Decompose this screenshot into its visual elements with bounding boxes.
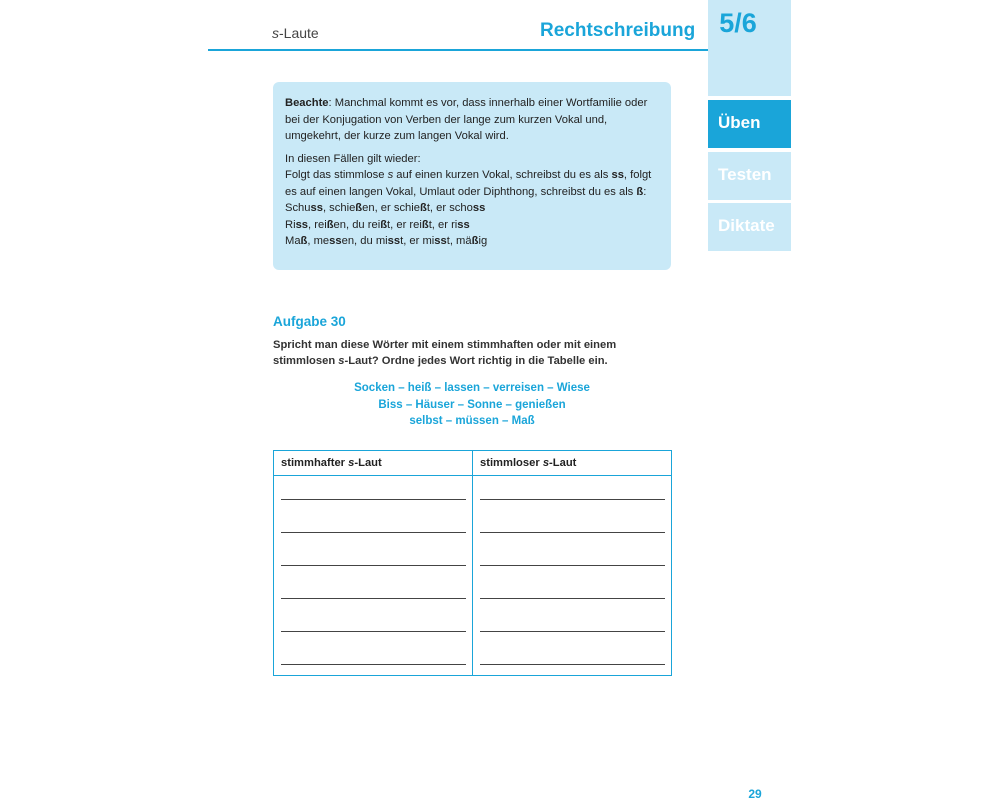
- answer-line-voiceless[interactable]: [480, 499, 665, 500]
- example-highlight: ss: [329, 235, 342, 247]
- header-rule: [208, 49, 791, 51]
- header-row-rule: [274, 475, 671, 476]
- example-text: Ri: [285, 218, 296, 231]
- example-highlight: ß: [326, 218, 334, 231]
- example-highlight: ß: [355, 202, 363, 214]
- note-text: : Manchmal kommt es vor, dass innerhalb einer Wortfamilie oder bei der Konjugation von Verben der lange zum kurzen Vokal und, umgekehrt, der kurze zum langen Vokal wird.: [285, 97, 648, 142]
- note-intro: [285, 95, 659, 145]
- task-heading: Aufgabe 30: [273, 314, 346, 329]
- example-text: Ma: [285, 235, 301, 247]
- answer-line-voiced[interactable]: [281, 565, 466, 566]
- example-highlight: ß: [300, 235, 308, 247]
- column-header-voiced: [281, 457, 382, 469]
- rule-text: :: [643, 185, 647, 198]
- section-label-rest: -Laute: [279, 25, 319, 41]
- example-text: , me: [307, 235, 330, 247]
- example-highlight: ss: [295, 218, 309, 231]
- example-highlight: ß: [380, 218, 388, 231]
- example-text: Schu: [285, 202, 311, 214]
- example-text: en, er schie: [362, 202, 420, 214]
- example-line: [285, 233, 659, 250]
- page-number: 29: [748, 787, 762, 801]
- header-text: stimmloser: [480, 457, 543, 469]
- example-list: [285, 200, 659, 250]
- answer-line-voiceless[interactable]: [480, 565, 665, 566]
- answer-line-voiced[interactable]: [281, 631, 466, 632]
- column-header-voiceless: [480, 457, 576, 469]
- instruction-text: Spricht man diese Wörter mit einem stimmhaften oder mit einem stimmlosen: [273, 339, 617, 367]
- example-text: t, mä: [446, 235, 472, 247]
- answer-line-voiced[interactable]: [281, 499, 466, 500]
- rule-text: Folgt das stimmlose: [285, 169, 388, 181]
- example-highlight: ß: [421, 218, 429, 231]
- answer-line-voiceless[interactable]: [480, 598, 665, 599]
- example-highlight: ss: [434, 235, 447, 247]
- note-box: [273, 82, 671, 270]
- word-line: selbst – müssen – Maß: [409, 415, 535, 427]
- example-line: [285, 217, 659, 234]
- column-divider: [472, 451, 473, 675]
- example-highlight: ß: [471, 235, 479, 247]
- header-text: stimmhafter: [281, 457, 349, 469]
- tab-ueben[interactable]: Üben: [708, 100, 791, 148]
- rule-s: s: [387, 169, 394, 181]
- topic-title: Rechtschreibung: [540, 20, 696, 41]
- word-line: Biss – Häuser – Sonne – genießen: [378, 398, 566, 411]
- example-text: , rei: [308, 218, 327, 231]
- header-s: s: [542, 457, 550, 469]
- example-highlight: ss: [387, 235, 401, 247]
- rule-text: , folgt es auf einen langen Vokal, Umlaut oder Diphthong, schreibst du es als: [285, 169, 652, 198]
- example-text: t, er ri: [428, 218, 458, 231]
- rule-sz: ß: [636, 185, 644, 198]
- example-highlight: ß: [419, 202, 427, 214]
- example-text: ig: [478, 235, 488, 247]
- tab-testen[interactable]: Testen: [708, 152, 791, 200]
- answer-line-voiceless[interactable]: [480, 631, 665, 632]
- sorting-table: [273, 450, 672, 676]
- chapter-number: 5/6: [719, 8, 757, 38]
- example-text: t, er mi: [400, 235, 435, 247]
- answer-line-voiced[interactable]: [281, 598, 466, 599]
- example-highlight: ss: [310, 202, 323, 214]
- example-text: en, du mi: [341, 235, 388, 247]
- answer-line-voiced[interactable]: [281, 664, 466, 665]
- header-text: -Laut: [354, 457, 382, 469]
- rule-ss: ss: [611, 169, 624, 181]
- example-text: t, er scho: [426, 202, 473, 214]
- example-line: [285, 200, 659, 217]
- rule-text: auf einen kurzen Vokal, schreibst du es als: [393, 169, 612, 181]
- section-label: [272, 25, 319, 41]
- answer-line-voiceless[interactable]: [480, 532, 665, 533]
- task-instruction: [273, 337, 673, 369]
- note-rule-intro: In diesen Fällen gilt wieder:: [285, 152, 421, 165]
- example-text: t, er rei: [387, 218, 422, 231]
- section-letter: s: [272, 25, 279, 41]
- answer-line-voiced[interactable]: [281, 532, 466, 533]
- header-s: s: [348, 457, 355, 469]
- example-highlight: ss: [472, 202, 486, 214]
- instruction-s: s: [338, 355, 345, 367]
- note-rule: [285, 167, 659, 200]
- tab-diktate[interactable]: Diktate: [708, 203, 791, 251]
- example-text: en, du rei: [333, 218, 381, 231]
- example-text: , schie: [322, 202, 356, 214]
- word-list: [273, 380, 671, 430]
- note-lead: Beachte: [285, 97, 329, 109]
- instruction-text: -Laut? Ordne jedes Wort richtig in die Tabelle ein.: [344, 355, 608, 367]
- answer-line-voiceless[interactable]: [480, 664, 665, 665]
- example-highlight: ss: [457, 218, 470, 231]
- header-text: -Laut: [549, 457, 577, 469]
- word-line: Socken – heiß – lassen – verreisen – Wiese: [354, 382, 590, 394]
